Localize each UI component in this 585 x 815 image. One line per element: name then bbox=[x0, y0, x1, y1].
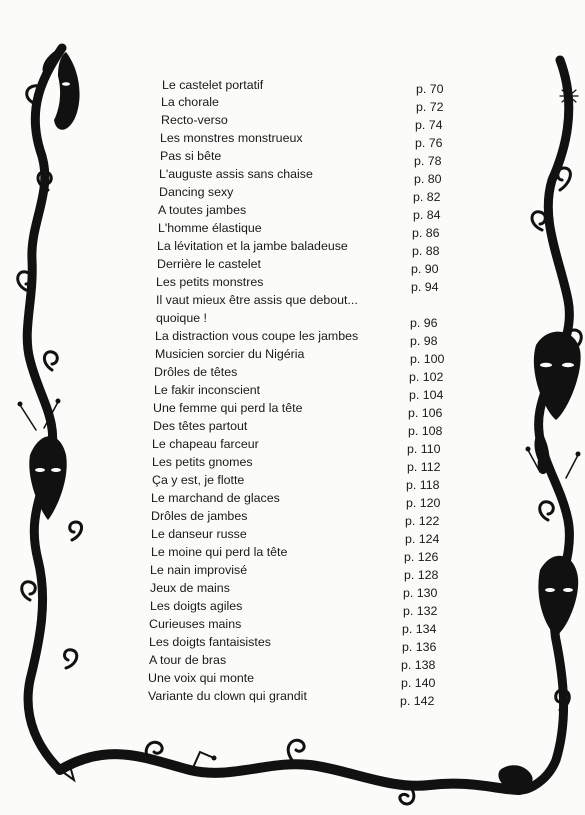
toc-page-number: p. 120 bbox=[406, 496, 441, 510]
toc-page-number: p. 132 bbox=[403, 604, 438, 618]
toc-title: Drôles de jambes bbox=[151, 509, 248, 523]
toc-title: Jeux de mains bbox=[150, 581, 230, 595]
toc-title: Le nain improvisé bbox=[150, 563, 248, 577]
toc-title: Le moine qui perd la tête bbox=[151, 545, 288, 559]
toc-page-number: p. 122 bbox=[405, 514, 440, 528]
toc-title: Musicien sorcier du Nigéria bbox=[155, 347, 305, 361]
toc-page-number: p. 112 bbox=[407, 460, 441, 474]
toc-title: L'auguste assis sans chaise bbox=[159, 167, 313, 181]
toc-title: Curieuses mains bbox=[149, 617, 242, 631]
toc-page-number: p. 142 bbox=[400, 694, 435, 708]
toc-page-number: p. 94 bbox=[411, 280, 439, 294]
toc-title: Les petits monstres bbox=[156, 275, 264, 289]
toc-page-number: p. 78 bbox=[414, 154, 442, 168]
toc-title: Les doigts fantaisistes bbox=[149, 635, 271, 649]
toc-title: Drôles de têtes bbox=[154, 365, 238, 379]
toc-page-number: p. 90 bbox=[411, 262, 439, 276]
toc-title: A toutes jambes bbox=[158, 203, 247, 217]
toc-page-number: p. 70 bbox=[416, 82, 444, 96]
toc-page-number: p. 72 bbox=[416, 100, 444, 114]
toc-page-number: p. 96 bbox=[410, 316, 438, 330]
toc-title: Dancing sexy bbox=[159, 185, 234, 199]
toc-page-number: p. 108 bbox=[408, 424, 443, 438]
toc-page-number: p. 100 bbox=[410, 352, 445, 366]
toc-title: Il vaut mieux être assis que debout... bbox=[156, 293, 358, 307]
toc-page-number: p. 126 bbox=[404, 550, 439, 564]
toc-title: Le fakir inconscient bbox=[154, 383, 261, 397]
toc-title: Le danseur russe bbox=[151, 527, 247, 541]
toc-page-number: p. 74 bbox=[415, 118, 443, 132]
toc-title: Les monstres monstrueux bbox=[160, 131, 303, 145]
toc-title: Recto-verso bbox=[161, 113, 228, 127]
toc-page-number: p. 138 bbox=[401, 658, 436, 672]
toc-title: Les petits gnomes bbox=[152, 455, 253, 469]
toc-page-number: p. 136 bbox=[402, 640, 437, 654]
toc-page-number: p. 104 bbox=[409, 388, 444, 402]
toc-page-number: p. 88 bbox=[412, 244, 440, 258]
toc-page-number: p. 128 bbox=[404, 568, 439, 582]
toc-title: Une voix qui monte bbox=[148, 671, 255, 685]
toc-title-continued: quoique ! bbox=[156, 311, 207, 325]
toc-title: La chorale bbox=[161, 95, 219, 109]
toc-title: La distraction vous coupe les jambes bbox=[155, 329, 359, 343]
toc-title: Variante du clown qui grandit bbox=[148, 689, 307, 703]
toc-title: La lévitation et la jambe baladeuse bbox=[157, 239, 348, 253]
toc-title: Derrière le castelet bbox=[157, 257, 261, 271]
toc-title: Le marchand de glaces bbox=[151, 491, 280, 505]
toc-page-number: p. 134 bbox=[402, 622, 437, 636]
toc-page-number: p. 86 bbox=[412, 226, 440, 240]
toc-page-number: p. 98 bbox=[410, 334, 438, 348]
toc-title: Des têtes partout bbox=[153, 419, 248, 433]
toc-page-number: p. 80 bbox=[414, 172, 442, 186]
toc-title: Ça y est, je flotte bbox=[152, 473, 245, 487]
toc-title: Pas si bête bbox=[160, 149, 222, 163]
toc-title: Le chapeau farceur bbox=[152, 437, 259, 451]
toc-page-number: p. 106 bbox=[408, 406, 443, 420]
toc-title: A tour de bras bbox=[149, 653, 227, 667]
toc-page-number: p. 124 bbox=[405, 532, 440, 546]
toc-title: Les doigts agiles bbox=[150, 599, 243, 613]
toc-page-number: p. 110 bbox=[407, 442, 441, 456]
toc-page-number: p. 102 bbox=[409, 370, 444, 384]
toc-page-number: p. 118 bbox=[406, 478, 440, 492]
toc-page-number: p. 76 bbox=[415, 136, 443, 150]
toc-page-number: p. 130 bbox=[403, 586, 438, 600]
toc-page-number: p. 140 bbox=[401, 676, 436, 690]
toc-page-number: p. 84 bbox=[413, 208, 441, 222]
toc-title: Une femme qui perd la tête bbox=[153, 401, 303, 415]
toc-page-number: p. 82 bbox=[413, 190, 441, 204]
toc-title: L'homme élastique bbox=[158, 221, 262, 235]
toc-title: Le castelet portatif bbox=[162, 78, 264, 92]
